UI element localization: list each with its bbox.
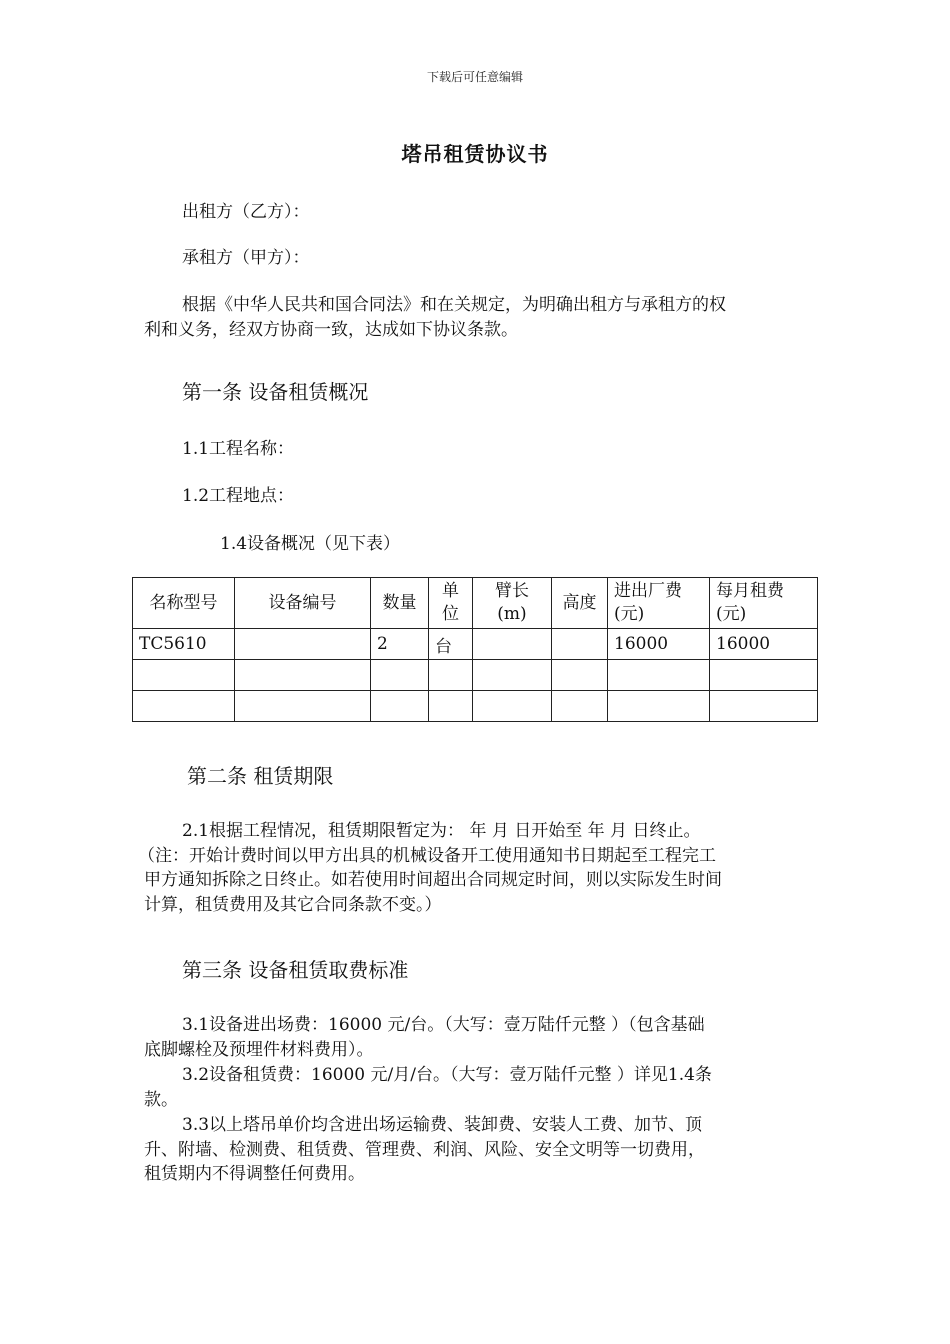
item-1-2: 1.2工程地点： xyxy=(182,486,295,506)
table-header-text: 每月租费 xyxy=(716,581,784,601)
table-cell xyxy=(710,660,818,691)
item-3-2 xyxy=(144,1063,804,1112)
table-header-col-monthly-rent xyxy=(710,578,818,629)
table-cell: 16000 xyxy=(608,629,710,660)
item-3-1 xyxy=(144,1013,804,1062)
article2-heading: 第二条 租赁期限 xyxy=(187,764,334,788)
table-header-text: (元) xyxy=(614,604,645,624)
item-3-2-line: 款。 xyxy=(144,1089,178,1110)
table-header-col-boom-length xyxy=(473,578,552,629)
article2-line: 2.1根据工程情况，租赁期限暂定为： 年 月 日开始至 年 月 日终止。 xyxy=(182,821,701,841)
item-1-4: 1.4设备概况（见下表） xyxy=(220,534,401,554)
table-header-col-in-out-fee xyxy=(608,578,710,629)
table-cell: 2 xyxy=(371,629,429,660)
article2-paragraph xyxy=(138,819,804,917)
table-cell xyxy=(133,660,235,691)
intro-line: 根据《中华人民共和国合同法》和在关规定，为明确出租方与承租方的权 xyxy=(182,295,726,315)
table-cell xyxy=(371,660,429,691)
table-header-col-name-model xyxy=(133,578,235,629)
table-header-text: 臂长 xyxy=(495,581,529,601)
table-cell xyxy=(473,629,552,660)
table-cell xyxy=(235,660,371,691)
table-header-col-equipment-no xyxy=(235,578,371,629)
equipment-table xyxy=(132,577,818,722)
table-cell xyxy=(710,691,818,722)
table-header-col-unit xyxy=(429,578,473,629)
table-cell xyxy=(473,691,552,722)
item-3-1-line: 底脚螺栓及预埋件材料费用）。 xyxy=(144,1039,374,1060)
item-3-3 xyxy=(144,1113,804,1187)
table-header-text: 设备编号 xyxy=(268,592,337,613)
table-header-row xyxy=(133,578,818,629)
item-3-3-line: 租赁期内不得调整任何费用。 xyxy=(144,1164,365,1184)
article2-line: 计算，租赁费用及其它合同条款不变。） xyxy=(144,894,442,915)
table-row xyxy=(133,629,818,660)
article2-line: （注：开始计费时间以甲方出具的机械设备开工使用通知书日期起至工程完工 xyxy=(138,845,716,866)
table-cell xyxy=(235,691,371,722)
lessee-line: 承租方（甲方）： xyxy=(182,248,310,268)
table-cell: TC5610 xyxy=(133,629,235,660)
article3-heading: 第三条 设备租赁取费标准 xyxy=(182,958,409,982)
intro-line: 利和义务，经双方协商一致，达成如下协议条款。 xyxy=(144,319,518,340)
table-header-col-quantity xyxy=(371,578,429,629)
table-header-text: 单 xyxy=(442,581,459,601)
item-3-1-line: 3.1设备进出场费：16000 元/台。（大写：壹万陆仟元整 ）（包含基础 xyxy=(182,1015,705,1035)
document-title: 塔吊租赁协议书 xyxy=(401,142,549,166)
table-cell xyxy=(371,691,429,722)
table-header-text: (m) xyxy=(497,604,527,624)
table-cell xyxy=(429,691,473,722)
item-3-3-line: 升、附墙、检测费、租赁费、管理费、利润、风险、安全文明等一切费用， xyxy=(144,1139,705,1160)
table-row xyxy=(133,691,818,722)
article2-line: 甲方通知拆除之日终止。如若使用时间超出合同规定时间，则以实际发生时间 xyxy=(144,870,722,890)
table-header-text: 位 xyxy=(442,604,459,624)
table-cell xyxy=(608,660,710,691)
table-header-text: (元) xyxy=(716,604,747,624)
table-cell xyxy=(552,629,608,660)
table-header-text: 名称型号 xyxy=(149,592,218,613)
header-note: 下载后可任意编辑 xyxy=(426,70,523,84)
table-cell xyxy=(608,691,710,722)
table-cell xyxy=(552,691,608,722)
table-cell: 台 xyxy=(429,629,473,660)
intro-paragraph xyxy=(144,293,804,342)
table-header-text: 进出厂费 xyxy=(614,581,682,601)
table-cell xyxy=(235,629,371,660)
table-cell xyxy=(552,660,608,691)
table-cell xyxy=(133,691,235,722)
table-header-text: 高度 xyxy=(562,592,597,613)
item-3-2-line: 3.2设备租赁费：16000 元/月/台。（大写：壹万陆仟元整 ）详见1.4条 xyxy=(182,1065,712,1085)
item-1-1: 1.1工程名称： xyxy=(182,439,295,459)
table-cell: 16000 xyxy=(710,629,818,660)
article1-heading: 第一条 设备租赁概况 xyxy=(182,380,369,404)
table-header-text: 数量 xyxy=(382,592,417,613)
table-row xyxy=(133,660,818,691)
item-3-3-line: 3.3以上塔吊单价均含进出场运输费、装卸费、安装人工费、加节、顶 xyxy=(182,1115,703,1135)
table-cell xyxy=(473,660,552,691)
table-header-col-height xyxy=(552,578,608,629)
table-cell xyxy=(429,660,473,691)
lessor-line: 出租方（乙方）： xyxy=(182,202,310,222)
